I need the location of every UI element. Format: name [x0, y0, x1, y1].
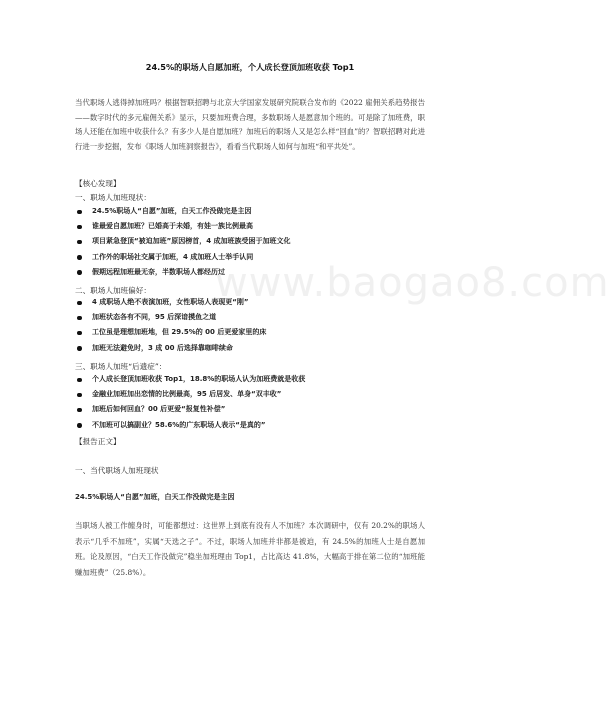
bullet-icon: [77, 255, 82, 260]
list-item: 加班无法避免时，3 成 00 后选择靠咖啡续命: [75, 341, 435, 356]
document-title: 24.5%的职场人自愿加班，个人成长登顶加班收获 Top1: [145, 62, 355, 72]
list-item: 工作外的职场社交属于加班，4 成加班人士举手认同: [75, 250, 435, 265]
list-item: 个人成长登顶加班收获 Top1，18.8%的职场人认为加班费就是收获: [75, 372, 435, 387]
list-item: 谁最爱自愿加班？已婚高于未婚，有娃一族比例最高: [75, 219, 435, 234]
core-findings-header: 【核心发现】: [75, 179, 121, 188]
section-2-list: [75, 295, 435, 356]
intro-paragraph: 当代职场人逃得掉加班吗？根据智联招聘与北京大学国家发展研究院联合发布的《2022 雇佣关系趋势报告——数字时代的多元雇佣关系》显示，只要加班费合理，多数职场人是愿意加个班的。可是除了加班费，职场人还能在加班中收获什么？有多少人是自愿加班？加班后的职场人又是怎么样“回血”的？智联招聘对此进行进一步挖掘，发布《职场人加班洞察报告》，看看当代职场人如何与加班“和平共处”。: [75, 98, 425, 151]
bullet-icon: [77, 331, 82, 336]
bullet-icon: [77, 225, 82, 230]
bullet-icon: [77, 408, 82, 413]
bullet-icon: [77, 393, 82, 398]
list-item: 项目紧急登顶“被迫加班”原因榜首，4 成加班族受困于加班文化: [75, 234, 435, 249]
bullet-icon: [77, 210, 82, 215]
section-3-list: [75, 372, 435, 433]
section-1-heading: 一、职场人加班现状：: [75, 193, 151, 202]
bullet-icon: [77, 423, 82, 428]
bullet-icon: [77, 270, 82, 275]
body-paragraph: 当职场人被工作缠身时，可能都想过：这世界上到底有没有人不加班？本次调研中，仅有 20.2%的职场人表示“几乎不加班”，实属“天选之子”。不过，职场人加班并非都是被迫，有 24.5%的加班人士是自愿加班。论及原因，“白天工作没做完”稳坐加班理由 Top1，占比高达 41.8%，大幅高于排在第二位的“加班能赚加班费”（25.8%）。: [75, 521, 425, 577]
list-item: 加班后如何回血？00 后更爱“报复性补偿”: [75, 402, 435, 417]
list-item: 不加班可以搞副业？58.6%的广东职场人表示“是真的”: [75, 418, 435, 433]
bullet-icon: [77, 346, 82, 351]
chapter-heading: 一、当代职场人加班现状: [75, 466, 159, 475]
section-2-heading: 二、职场人加班偏好：: [75, 286, 151, 295]
sub-heading: 24.5%职场人“自愿”加班，白天工作没做完是主因: [75, 493, 235, 501]
list-item: 24.5%职场人“自愿”加班，白天工作没做完是主因: [75, 204, 435, 219]
list-item: 金融业加班加出恋情的比例最高，95 后居发、单身“双丰收”: [75, 387, 435, 402]
section-1-list: [75, 204, 435, 280]
list-item: 假期远程加班最无奈，半数职场人都经历过: [75, 265, 435, 280]
section-3-heading: 三、职场人加班“后遗症”：: [75, 362, 167, 371]
list-item: 4 成职场人绝不表演加班，女性职场人表现更“刚”: [75, 295, 435, 310]
bullet-icon: [77, 301, 82, 306]
report-body-header: 【报告正文】: [75, 437, 121, 446]
list-item: 加班状态各有不同，95 后深谙摸鱼之道: [75, 310, 435, 325]
watermark: www.baogao8.com: [215, 260, 610, 306]
list-item: 工位虽是理想加班地，但 29.5%的 00 后更爱家里的床: [75, 325, 435, 340]
bullet-icon: [77, 240, 82, 245]
bullet-icon: [77, 378, 82, 383]
bullet-icon: [77, 316, 82, 321]
